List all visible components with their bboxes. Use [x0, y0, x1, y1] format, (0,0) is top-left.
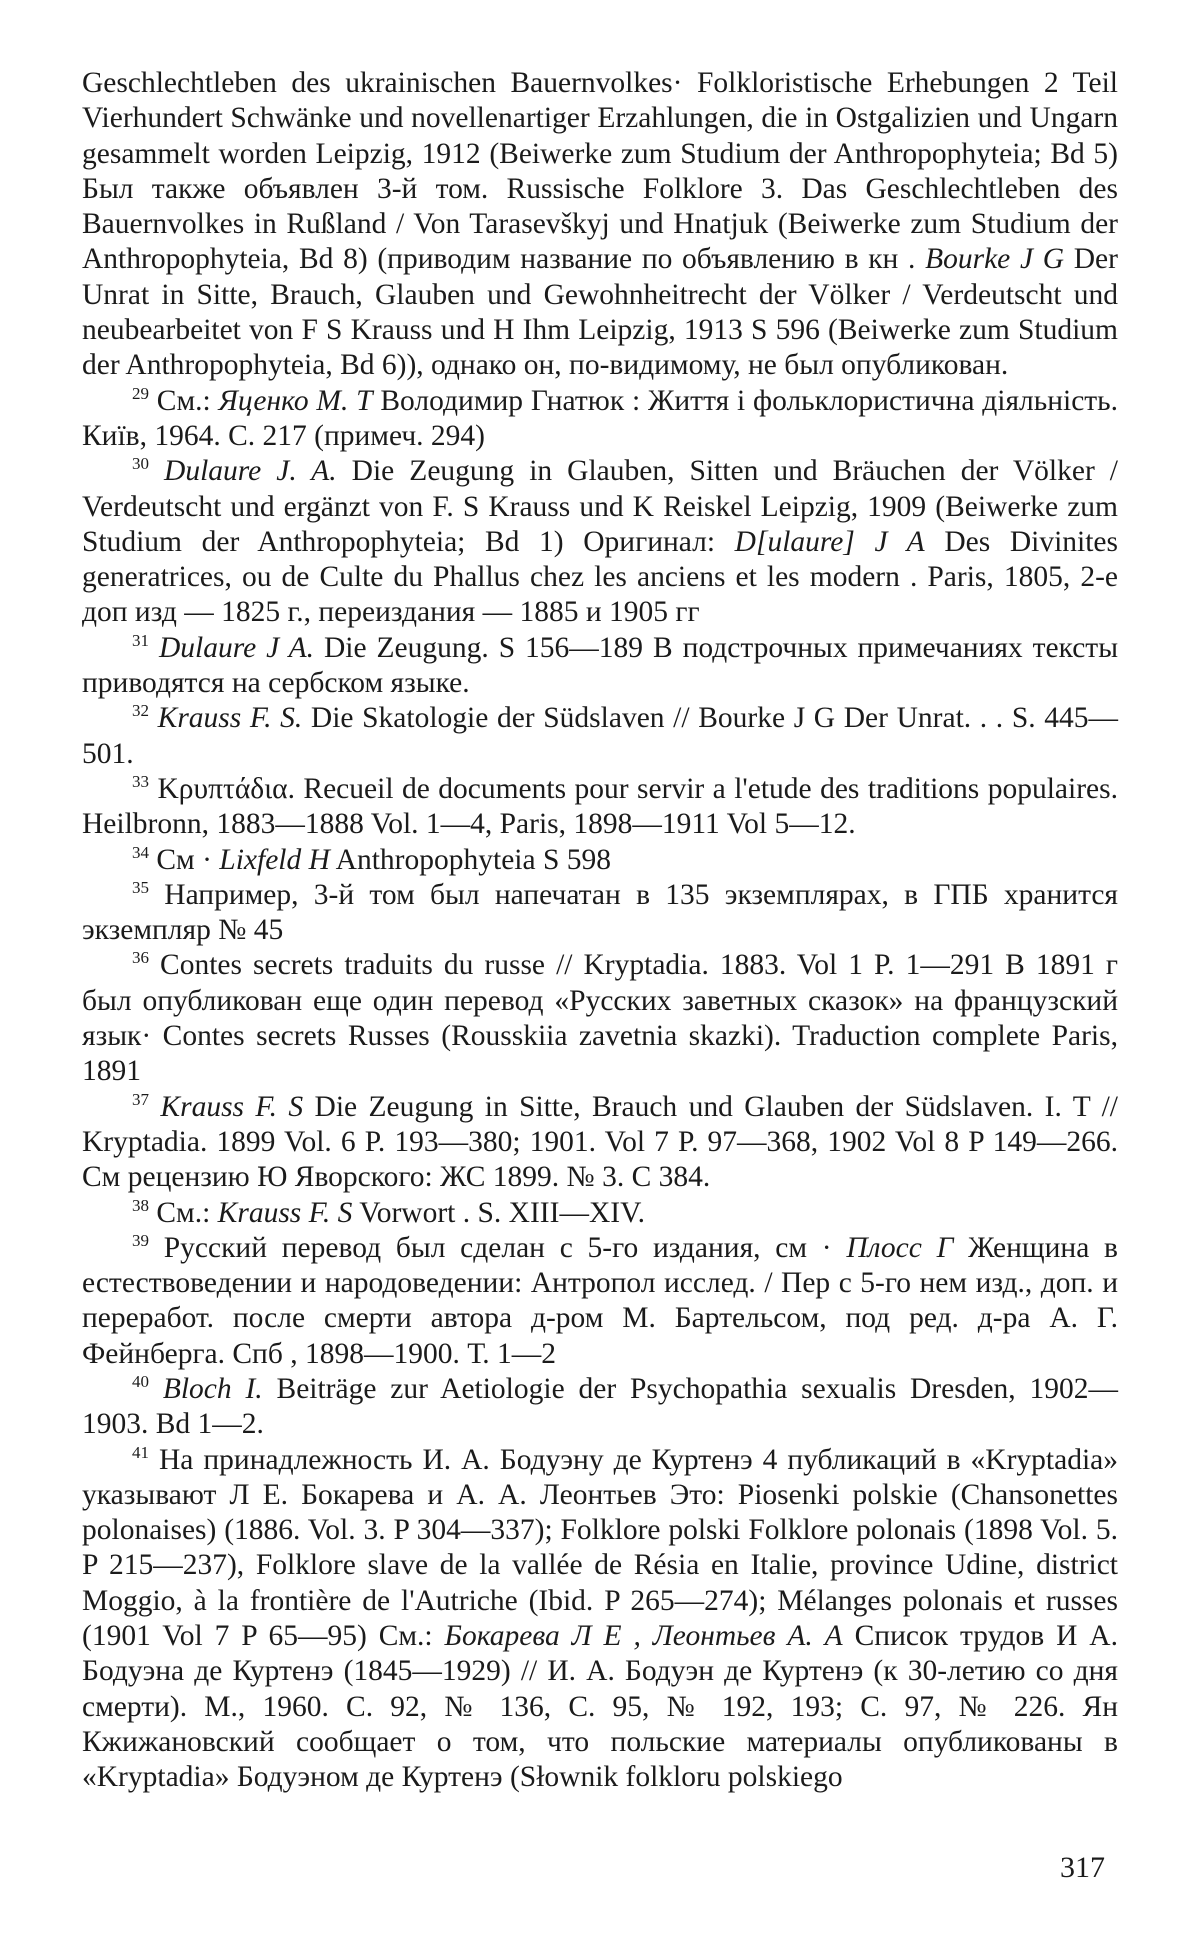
footnote-41: [82, 1443, 1118, 1796]
footnote-number: 34: [132, 843, 149, 862]
footnote-text: См.:: [149, 1197, 218, 1229]
footnote-text: [149, 702, 158, 734]
footnote-text: Женщина в естествоведении и народоведении: Антропол исслед. / Пер с 5-го нем изд., доп. и переработ. после смерти автора д-ром М. Бартельсом, под ред. д-ра А. Г. Фейнберга. Спб , 1898—1900. Т. 1—2: [82, 1232, 1118, 1370]
footnote-text: Die Zeugung in Glauben, Sitten und Bräuchen der Völker / Verdeutscht und ergänzt von F. S Krauss und K Reiskel Leipzig, 1909 (Beiwerke zum Studium der Anthropophyteia; Bd 1) Оригинал:: [82, 455, 1118, 558]
footnote-number: 35: [132, 878, 149, 897]
footnote-29: [82, 384, 1118, 455]
author-name: Плосс Г: [846, 1232, 953, 1264]
author-name: Dulaure J. A.: [164, 455, 337, 487]
footnote-text: [149, 455, 164, 487]
footnote-text: На принадлежность И. А. Бодуэну де Куртенэ 4 публикаций в «Kryptadia» указывают Л Е. Бокарева и А. А. Леонтьев Это: Piosenki polskie (Chansonettes polonaises) (1886. Vol. 3. P 304—337); Folklore polski Folklore polonais (1898 Vol. 5. P 215—237), Folklore slave de la vallée de Résia en Italie, province Udine, district Moggio, à la frontière de l'Autriche (Ibid. P 265—274); Mélanges polonais et russes (1901 Vol 7 P 65—95) См.:: [82, 1444, 1118, 1652]
footnote-number: 29: [132, 384, 149, 403]
footnote-number: 36: [132, 948, 149, 967]
author-name: Bloch I.: [163, 1373, 263, 1405]
author-name: Bourke J G: [925, 243, 1064, 275]
author-name: Яценко М. Т: [219, 385, 373, 417]
footnote-text: Русский перевод был сделан с 5-го издания, см ·: [149, 1232, 846, 1264]
footnote-text: Contes secrets traduits du russe // Kryptadia. 1883. Vol 1 P. 1—291 В 1891 г был опубликован еще один перевод «Русских заветных сказок» на французский язык· Contes secrets Russes (Rousskiia zavetnia skazki). Traduction complete Paris, 1891: [82, 949, 1118, 1087]
footnote-text: См.:: [149, 385, 219, 417]
footnote-number: 30: [132, 454, 149, 473]
author-name: Krauss F. S.: [158, 702, 303, 734]
author-name: Lixfeld H: [219, 844, 330, 876]
footnote-text: Список трудов И А. Бодуэна де Куртенэ (1845—1929) // И. А. Бодуэн де Куртенэ (к 30-летию со дня смерти). М., 1960. С. 92, № 136, С. 95, № 192, 193; С. 97, № 226. Ян Кжижановский сообщает о том, что польские материалы опубликованы в «Kryptadia» Бодуэном де Куртенэ (Słownik folkloru polskiego: [82, 1620, 1118, 1793]
footnote-text: См ·: [149, 844, 219, 876]
footnote-text: [149, 1091, 160, 1123]
footnote-text: Die Skatologie der Südslaven // Bourke J G Der Unrat. . . S. 445—501.: [82, 702, 1118, 769]
footnote-text: Des Divinites generatrices, ou de Culte du Phallus chez les anciens et les modern . Paris, 1805, 2-е доп изд — 1825 г., переиздания — 1885 и 1905 гг: [82, 526, 1118, 629]
footnote-36: [82, 948, 1118, 1089]
footnote-35: [82, 878, 1118, 949]
footnote-text: Beiträge zur Aetiologie der Psychopathia sexualis Dresden, 1902—1903. Bd 1—2.: [82, 1373, 1118, 1440]
footnote-number: 38: [132, 1196, 149, 1215]
footnote-number: 33: [132, 772, 149, 791]
footnote-33: [82, 772, 1118, 843]
author-name: Krauss F. S: [218, 1197, 353, 1229]
footnote-text: Κρυπτάδια. Recueil de documents pour servir a l'etude des traditions populaires. Heilbronn, 1883—1888 Vol. 1—4, Paris, 1898—1911 Vol 5—12.: [82, 773, 1118, 840]
author-name: D[ulaure] J A: [735, 526, 925, 558]
page-body: [82, 66, 1118, 1796]
footnote-34: [82, 843, 1118, 878]
footnote-number: 37: [132, 1090, 149, 1109]
footnote-text: Володимир Гнатюк : Життя і фольклористична діяльність. Київ, 1964. С. 217 (примеч. 294): [82, 385, 1118, 452]
footnote-39: [82, 1231, 1118, 1372]
footnote-text: Der Unrat in Sitte, Brauch, Glauben und Gewohnheitrecht der Völker / Verdeutscht und neubearbeitet von F S Krauss und H Ihm Leipzig, 1913 S 596 (Beiwerke zum Studium der Anthropophyteia, Bd 6)), однако он, по-видимому, не был опубликован.: [82, 243, 1118, 381]
footnotes-list: [82, 384, 1118, 1796]
footnote-text: Die Zeugung. S 156—189 В подстрочных примечаниях тексты приводятся на сербском языке.: [82, 632, 1118, 699]
footnote-number: 32: [132, 701, 149, 720]
footnote-text: [149, 1373, 163, 1405]
footnote-32: [82, 701, 1118, 772]
author-name: Бокарева Л Е , Леонтьев А. А: [445, 1620, 843, 1652]
footnote-31: [82, 631, 1118, 702]
footnote-text: Vorwort . S. XIII—XIV.: [352, 1197, 645, 1229]
footnote-text: Die Zeugung in Sitte, Brauch und Glauben der Südslaven. I. T // Kryptadia. 1899 Vol. 6 P. 193—380; 1901. Vol 7 P. 97—368, 1902 Vol 8 P 149—266. См рецензию Ю Яворского: ЖС 1899. № 3. С 384.: [82, 1091, 1118, 1194]
footnote-text: Например, 3-й том был напечатан в 135 экземплярах, в ГПБ хранится экземпляр № 45: [82, 879, 1118, 946]
footnote-text: [149, 632, 159, 664]
footnote-38: [82, 1196, 1118, 1231]
footnote-30: [82, 454, 1118, 630]
footnote-number: 39: [132, 1231, 149, 1250]
author-name: Dulaure J A.: [159, 632, 314, 664]
footnote-text: Anthropophyteia S 598: [330, 844, 611, 876]
footnote-40: [82, 1372, 1118, 1443]
footnote-number: 31: [132, 631, 149, 650]
author-name: Krauss F. S: [160, 1091, 303, 1123]
continued-footnote: [82, 66, 1118, 384]
page-number: 317: [1060, 1852, 1105, 1884]
footnote-number: 40: [132, 1372, 149, 1391]
footnote-number: 41: [132, 1443, 149, 1462]
footnote-37: [82, 1090, 1118, 1196]
footnote-text: Geschlechtleben des ukrainischen Bauernvolkes· Folkloristische Erhebungen 2 Teil Vierhundert Schwänke und novellenartiger Erzahlungen, die in Ostgalizien und Ungarn gesammelt worden Leipzig, 1912 (Beiwerke zum Studium der Anthropophyteia; Bd 5) Был также объявлен 3-й том. Russische Folklore 3. Das Geschlechtleben des Bauernvolkes in Rußland / Von Tarasevškyj und Hnatjuk (Beiwerke zum Studium der Anthropophyteia, Bd 8) (приводим название по объявлению в кн .: [82, 67, 1118, 275]
